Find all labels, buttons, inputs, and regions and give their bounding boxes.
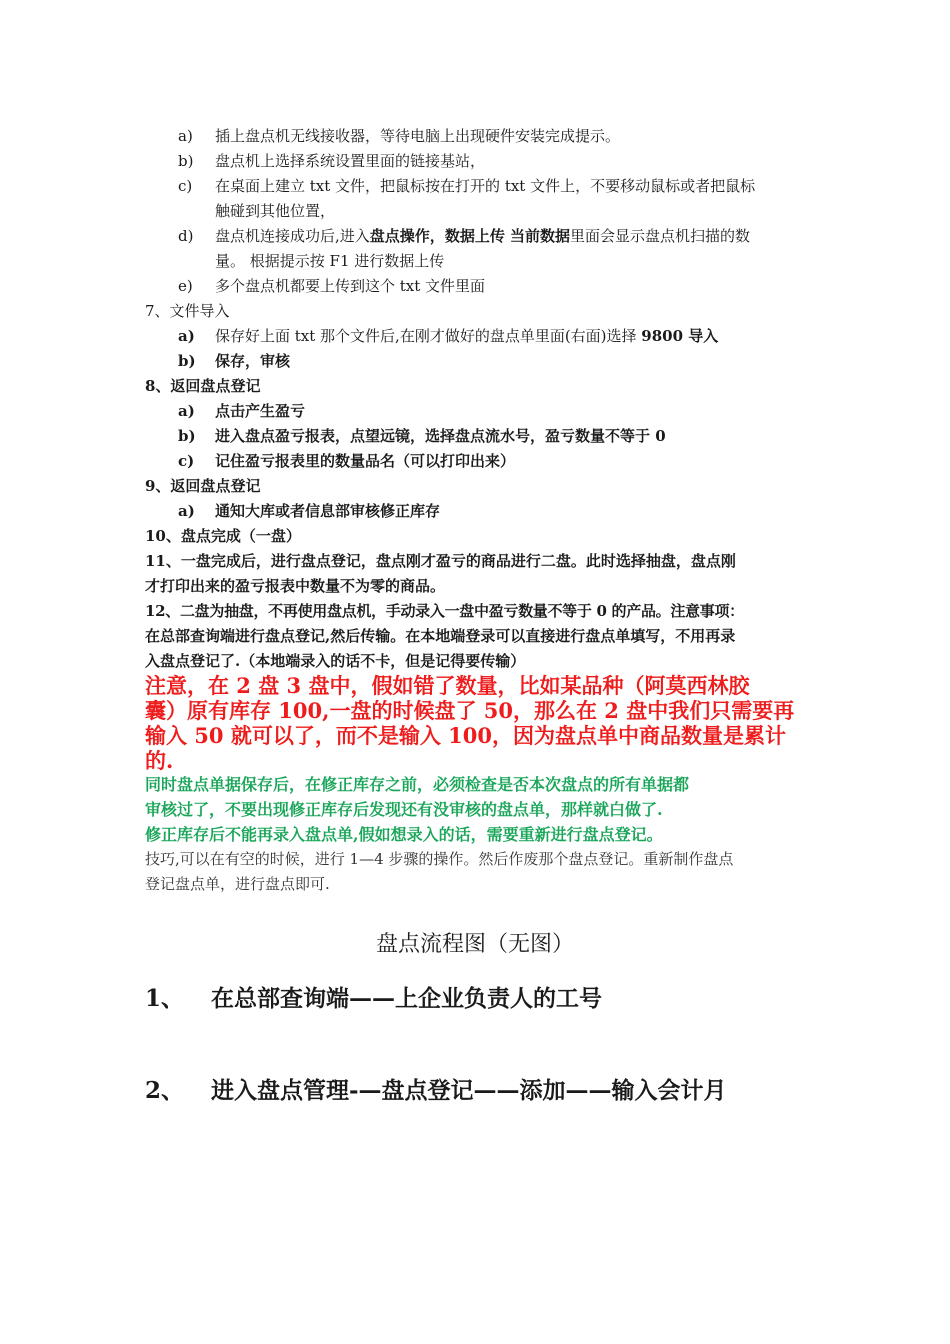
list-text-line: 在桌面上建立 txt 文件，把鼠标按在打开的 txt 文件上，不要移动鼠标或者把鼠标 bbox=[215, 177, 756, 195]
list-marker: a) bbox=[178, 327, 195, 345]
section-heading: 8、返回盘点登记 bbox=[145, 377, 261, 395]
list-text: 插上盘点机无线接收器，等待电脑上出现硬件安装完成提示。 bbox=[215, 127, 621, 145]
list-marker: b) bbox=[178, 427, 196, 445]
note-line: 修正库存后不能再录入盘点单,假如想录入的话，需要重新进行盘点登记。 bbox=[145, 825, 663, 844]
list-marker: c) bbox=[178, 452, 195, 470]
step-text: 在总部查询端——上企业负责人的工号 bbox=[211, 985, 602, 1012]
note-line: 同时盘点单据保存后，在修正库存之前，必须检查是否本次盘点的所有单据都 bbox=[145, 775, 690, 794]
warning-line: 输入 50 就可以了，而不是输入 100，因为盘点单中商品数量是累计 bbox=[145, 723, 786, 748]
warning-line: 囊）原有库存 100,一盘的时候盘了 50，那么在 2 盘中我们只需要再 bbox=[145, 698, 795, 723]
paragraph-line: 才打印出来的盈亏报表中数量不为零的商品。 bbox=[145, 577, 446, 595]
note-line: 审核过了，不要出现修正库存后发现还有没审核的盘点单，那样就白做了. bbox=[145, 800, 663, 819]
section-heading: 7、文件导入 bbox=[145, 302, 230, 320]
text-run: 保存好上面 txt 那个文件后,在刚才做好的盘点单里面(右面)选择 bbox=[215, 327, 642, 345]
list-marker: b) bbox=[178, 152, 194, 170]
bold-run: 盘点操作 bbox=[369, 227, 430, 245]
step-number: 1、 bbox=[145, 985, 185, 1012]
list-text-line: 触碰到其他位置， bbox=[215, 202, 336, 220]
section-heading: 10、盘点完成（一盘） bbox=[145, 527, 301, 545]
list-text: 进入盘点盈亏报表，点望远镜，选择盘点流水号，盈亏数量不等于 0 bbox=[215, 427, 666, 445]
list-text bbox=[215, 324, 811, 349]
list-marker: a) bbox=[178, 127, 193, 145]
list-text: 多个盘点机都要上传到这个 txt 文件里面 bbox=[215, 277, 486, 295]
list-marker: b) bbox=[178, 352, 196, 370]
paragraph-line: 11、一盘完成后，进行盘点登记，盘点刚才盈亏的商品进行二盘。此时选择抽盘，盘点刚 bbox=[145, 552, 736, 570]
section-heading: 9、返回盘点登记 bbox=[145, 477, 261, 495]
list-text: 记住盈亏报表里的数量品名（可以打印出来） bbox=[215, 452, 516, 470]
list-text: 保存，审核 bbox=[215, 352, 291, 370]
list-text-block bbox=[215, 224, 811, 274]
tip-line: 登记盘点单，进行盘点即可. bbox=[145, 875, 330, 893]
warning-line: 注意，在 2 盘 3 盘中，假如错了数量，比如某品种（阿莫西林胶 bbox=[145, 673, 750, 698]
paragraph-line: 12、二盘为抽盘，不再使用盘点机，手动录入一盘中盈亏数量不等于 0 的产品。注意事项： bbox=[145, 602, 744, 620]
list-text-block bbox=[215, 174, 811, 224]
text-run: 里面会显示盘点机扫描的数 bbox=[570, 227, 751, 245]
list-text: 通知大库或者信息部审核修正库存 bbox=[215, 502, 441, 520]
list-marker: e) bbox=[178, 277, 193, 295]
list-text: 盘点机上选择系统设置里面的链接基站， bbox=[215, 152, 486, 170]
tip-line: 技巧,可以在有空的时候，进行 1—4 步骤的操作。然后作废那个盘点登记。重新制作盘点 bbox=[145, 850, 734, 868]
list-text-line: 量。 根据提示按 F1 进行数据上传 bbox=[215, 252, 445, 270]
list-marker: c) bbox=[178, 177, 193, 195]
paragraph-line: 在总部查询端进行盘点登记,然后传输。在本地端登录可以直接进行盘点单填写，不用再录 bbox=[145, 627, 736, 645]
bold-run: ， bbox=[429, 227, 445, 245]
warning-line: 的. bbox=[145, 748, 174, 773]
list-marker: d) bbox=[178, 227, 194, 245]
list-marker: a) bbox=[178, 502, 195, 520]
paragraph-line: 入盘点登记了.（本地端录入的话不卡，但是记得要传输） bbox=[145, 652, 526, 670]
list-marker: a) bbox=[178, 402, 195, 420]
bold-run: 数据上传 当前数据 bbox=[444, 227, 571, 245]
list-text-line bbox=[215, 224, 811, 249]
step-number: 2、 bbox=[145, 1077, 185, 1104]
bold-run: 9800 导入 bbox=[641, 327, 719, 345]
flow-title: 盘点流程图（无图） bbox=[375, 932, 574, 957]
step-text: 进入盘点管理-—盘点登记——添加——输入会计月 bbox=[211, 1077, 727, 1104]
list-text: 点击产生盈亏 bbox=[215, 402, 306, 420]
text-run: 盘点机连接成功后,进入 bbox=[215, 227, 370, 245]
